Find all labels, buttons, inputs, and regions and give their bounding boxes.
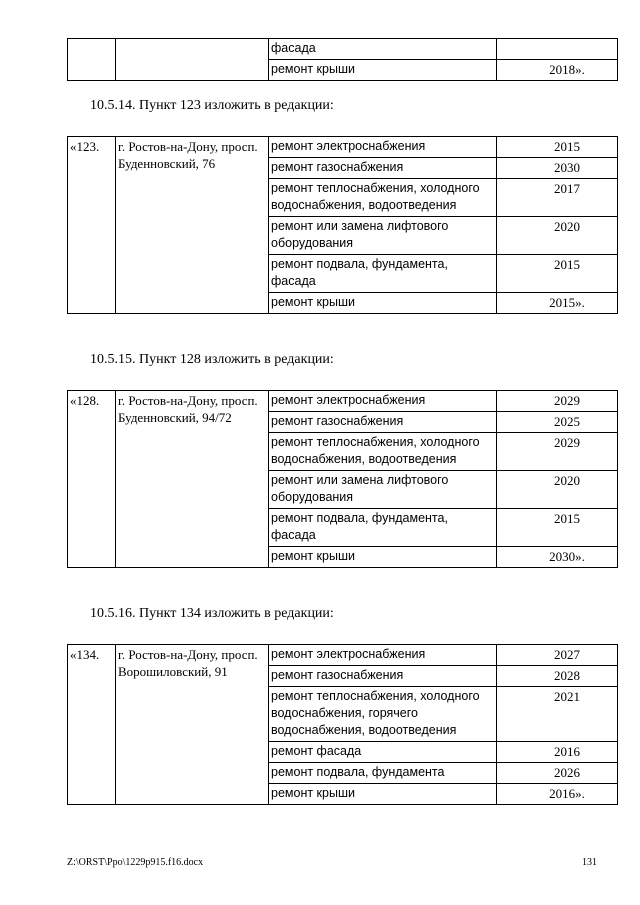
item-table [67,390,618,568]
item-number: «134. [68,645,116,805]
work-cell: ремонт газоснабжения [269,158,497,179]
work-cell: ремонт крыши [269,784,497,805]
table-row [68,137,618,158]
work-cell: ремонт фасада [269,742,497,763]
item-number: «123. [68,137,116,314]
work-cell: ремонт теплоснабжения, холодного водоснабжения, горячего водоснабжения, водоотведения [269,687,497,742]
table-row [68,645,618,666]
year-cell: 2030 [497,158,618,179]
item-table [67,136,618,314]
year-cell: 2017 [497,179,618,217]
work-cell: ремонт электроснабжения [269,645,497,666]
year-cell: 2015 [497,137,618,158]
year-cell: 2015». [497,293,618,314]
item-table [67,644,618,805]
year-cell: 2021 [497,687,618,742]
work-cell: ремонт электроснабжения [269,137,497,158]
work-cell: ремонт подвала, фундамента, фасада [269,509,497,547]
year-cell [497,39,618,60]
page-number: 131 [582,857,597,868]
work-cell: ремонт крыши [269,547,497,568]
number-cell [68,39,116,81]
year-cell: 2020 [497,471,618,509]
item-number: «128. [68,391,116,568]
year-cell: 2015 [497,255,618,293]
work-cell: ремонт подвала, фундамента [269,763,497,784]
footer-file-path: Z:\ORST\Ppo\1229p915.f16.docx [67,857,204,868]
year-cell: 2026 [497,763,618,784]
year-cell: 2028 [497,666,618,687]
item-address: г. Ростов-на-Дону, просп. Буденновский, 94/72 [116,391,269,568]
work-cell: ремонт газоснабжения [269,666,497,687]
address-cell [116,39,269,81]
work-cell: ремонт теплоснабжения, холодного водоснабжения, водоотведения [269,433,497,471]
year-cell: 2018». [497,60,618,81]
year-cell: 2015 [497,509,618,547]
work-cell: ремонт или замена лифтового оборудования [269,217,497,255]
work-cell: ремонт или замена лифтового оборудования [269,471,497,509]
work-cell: ремонт подвала, фундамента, фасада [269,255,497,293]
work-cell: ремонт крыши [269,293,497,314]
section-heading: 10.5.14. Пункт 123 изложить в редакции: [90,98,334,113]
section-heading: 10.5.16. Пункт 134 изложить в редакции: [90,606,334,621]
item-address: г. Ростов-на-Дону, просп. Ворошиловский, 91 [116,645,269,805]
table-row [68,391,618,412]
continuation-table [67,38,618,81]
section-heading: 10.5.15. Пункт 128 изложить в редакции: [90,352,334,367]
year-cell: 2025 [497,412,618,433]
work-cell: фасада [269,39,497,60]
year-cell: 2027 [497,645,618,666]
year-cell: 2029 [497,433,618,471]
year-cell: 2029 [497,391,618,412]
work-cell: ремонт крыши [269,60,497,81]
year-cell: 2016». [497,784,618,805]
table-row [68,39,618,60]
year-cell: 2030». [497,547,618,568]
item-address: г. Ростов-на-Дону, просп. Буденновский, 76 [116,137,269,314]
year-cell: 2016 [497,742,618,763]
work-cell: ремонт теплоснабжения, холодного водоснабжения, водоотведения [269,179,497,217]
work-cell: ремонт электроснабжения [269,391,497,412]
year-cell: 2020 [497,217,618,255]
work-cell: ремонт газоснабжения [269,412,497,433]
